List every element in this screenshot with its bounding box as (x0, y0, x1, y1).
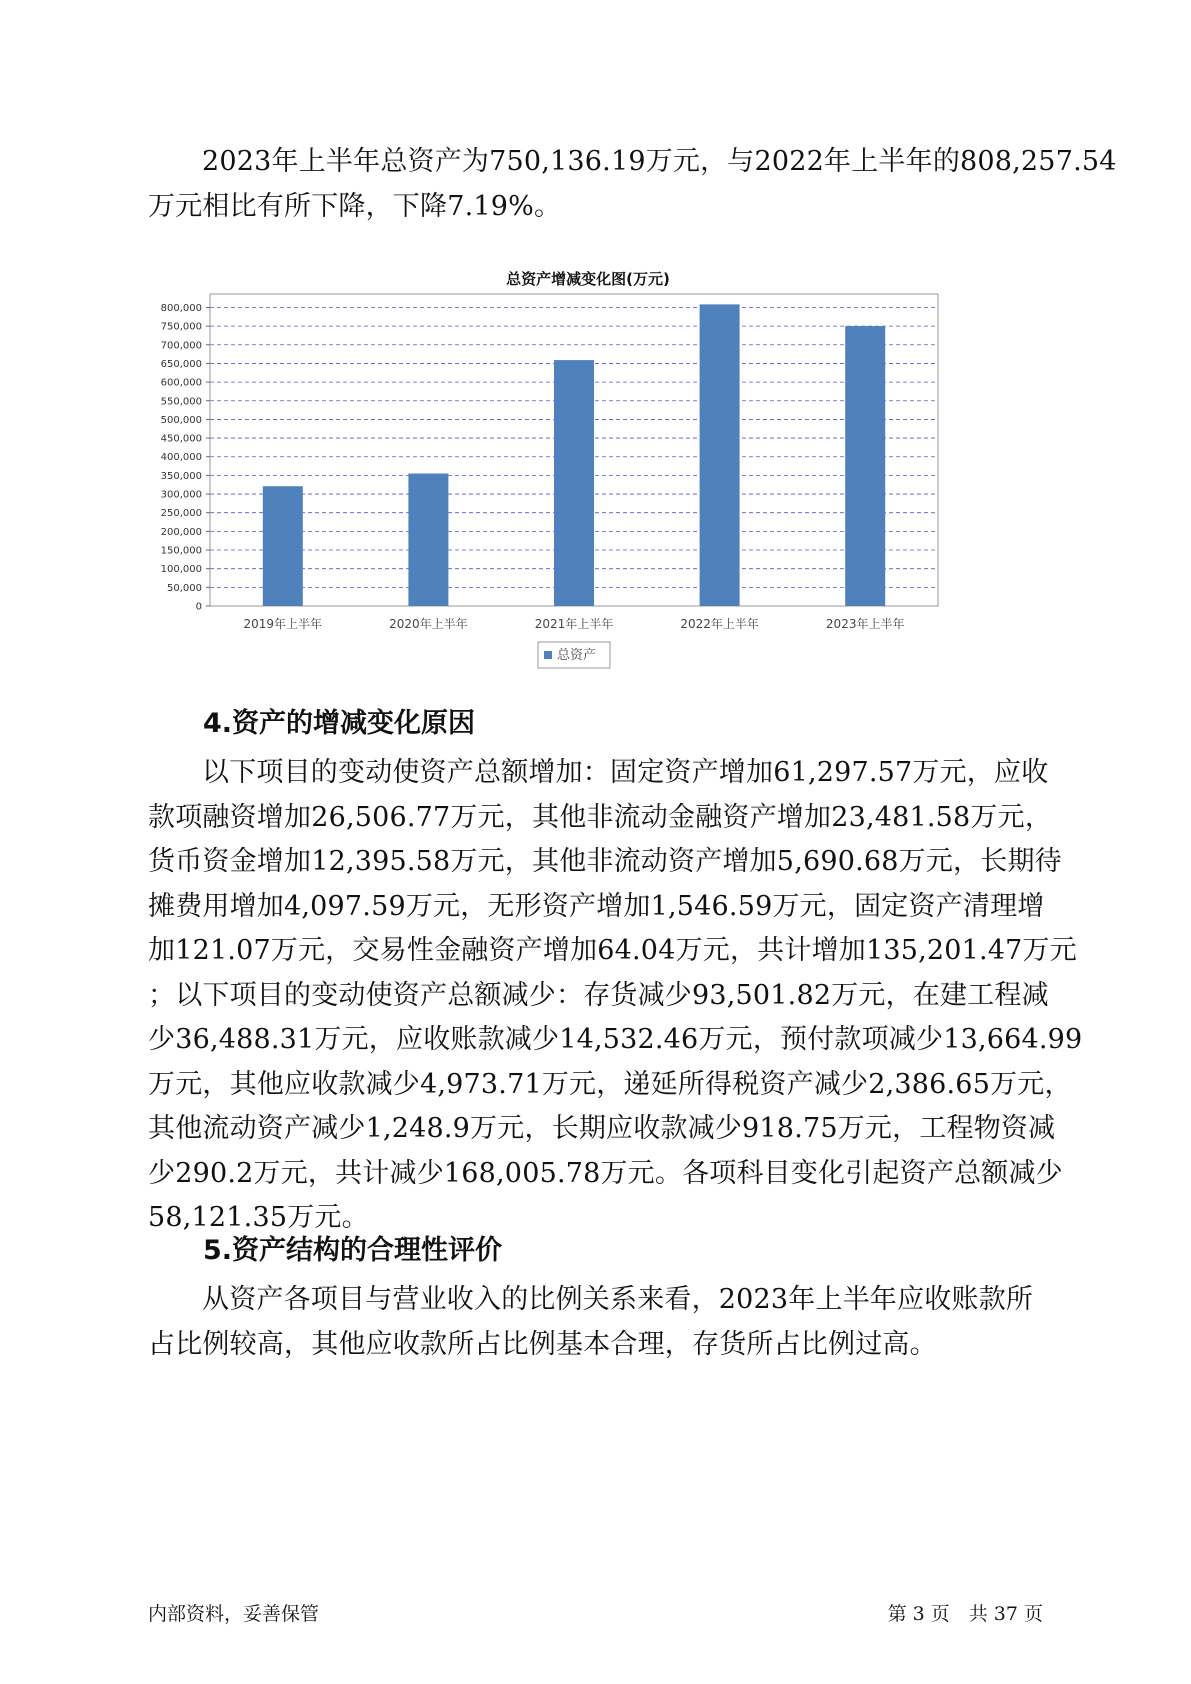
section-4-line: 款项融资增加26,506.77万元，其他非流动金融资产增加23,481.58万元， (148, 801, 1053, 833)
y-tick-label: 400,000 (160, 452, 202, 464)
section-4-line: 少36,488.31万元，应收账款减少14,532.46万元，预付款项减少13,664.99 (148, 1024, 1083, 1055)
section-4-line: 其他流动资产减少1,248.9万元，长期应收款减少918.75万元，工程物资减 (148, 1113, 1056, 1144)
x-tick-label: 2022年上半年 (680, 617, 759, 631)
legend-label: 总资产 (557, 648, 597, 663)
y-tick-label: 150,000 (160, 545, 202, 557)
y-tick-label: 550,000 (160, 396, 202, 408)
y-tick-label: 300,000 (160, 489, 202, 501)
section-4-paragraph (148, 751, 1083, 1241)
y-tick-label: 250,000 (160, 508, 202, 520)
section-4-line: 万元，其他应收款减少4,973.71万元，递延所得税资产减少2,386.65万元， (148, 1068, 1072, 1100)
section-4-heading: 4.资产的增减变化原因 (203, 708, 476, 739)
bar-2023年上半年 (845, 326, 885, 606)
bar-2021年上半年 (554, 360, 594, 606)
y-tick-label: 600,000 (160, 377, 202, 389)
y-tick-label: 200,000 (160, 526, 202, 538)
y-tick-label: 650,000 (160, 358, 202, 370)
section-5-heading: 5.资产结构的合理性评价 (203, 1235, 503, 1266)
y-tick-label: 500,000 (160, 414, 202, 426)
y-tick-label: 700,000 (160, 340, 202, 352)
section-5-line: 占比例较高，其他应收款所占比例基本合理，存货所占比例过高。 (148, 1328, 937, 1360)
intro-paragraph (148, 140, 1117, 229)
bar-2022年上半年 (700, 304, 740, 606)
intro-line-1: 2023年上半年总资产为750,136.19万元，与2022年上半年的808,257.54 (202, 146, 1117, 177)
y-tick-label: 350,000 (160, 470, 202, 482)
chart-title: 总资产增减变化图(万元) (506, 270, 670, 288)
section-4-line: ；以下项目的变动使资产总额减少：存货减少93,501.82万元，在建工程减 (148, 979, 1049, 1011)
section-4-line: 摊费用增加4,097.59万元，无形资产增加1,546.59万元，固定资产清理增 (148, 890, 1045, 922)
section-4-line: 货币资金增加12,395.58万元，其他非流动资产增加5,690.68万元，长期待 (148, 846, 1062, 877)
section-4-line: 以下项目的变动使资产总额增加：固定资产增加61,297.57万元，应收 (202, 757, 1049, 788)
bar-2020年上半年 (408, 474, 448, 606)
bar-2019年上半年 (263, 486, 303, 606)
y-tick-label: 450,000 (160, 433, 202, 445)
footer-page-number: 第 3 页 共 37 页 (887, 1603, 1043, 1625)
y-tick-label: 800,000 (160, 302, 202, 314)
y-tick-label: 100,000 (160, 564, 202, 576)
y-tick-label: 750,000 (160, 321, 202, 333)
intro-line-2: 万元相比有所下降，下降7.19%。 (148, 190, 562, 222)
footer-confidential-note: 内部资料，妥善保管 (148, 1603, 320, 1625)
section-4-line: 58,121.35万元。 (148, 1202, 369, 1233)
section-4-line: 加121.07万元，交易性金融资产增加64.04万元，共计增加135,201.47万元 (148, 935, 1077, 966)
chart-canvas (148, 260, 1028, 720)
section-5-line: 从资产各项目与营业收入的比例关系来看，2023年上半年应收账款所 (202, 1284, 1034, 1315)
x-tick-label: 2019年上半年 (243, 617, 323, 631)
section-4-line: 少290.2万元，共计减少168,005.78万元。各项科目变化引起资产总额减少 (148, 1157, 1063, 1189)
x-tick-label: 2021年上半年 (534, 617, 614, 631)
x-tick-label: 2020年上半年 (389, 617, 468, 631)
total-assets-chart (148, 260, 1028, 720)
section-5-paragraph (148, 1278, 1068, 1367)
y-tick-label: 0 (195, 601, 202, 613)
legend-swatch (544, 651, 552, 659)
x-tick-label: 2023年上半年 (825, 617, 905, 631)
y-tick-label: 50,000 (167, 582, 202, 594)
